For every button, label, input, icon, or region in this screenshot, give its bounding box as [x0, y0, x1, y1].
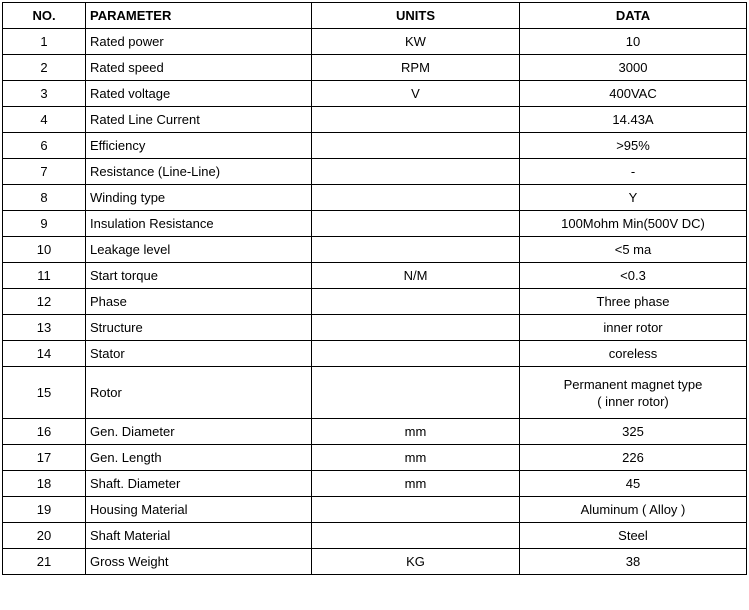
row-units	[312, 523, 520, 549]
row-units	[312, 289, 520, 315]
row-units	[312, 341, 520, 367]
row-units: mm	[312, 445, 520, 471]
row-no: 10	[3, 237, 86, 263]
row-parameter: Gen. Diameter	[86, 419, 312, 445]
row-no: 6	[3, 133, 86, 159]
table-row	[3, 81, 747, 107]
table-row	[3, 55, 747, 81]
table-row	[3, 185, 747, 211]
row-units: KW	[312, 29, 520, 55]
row-no: 9	[3, 211, 86, 237]
table-row	[3, 211, 747, 237]
row-parameter: Winding type	[86, 185, 312, 211]
row-data: coreless	[520, 341, 747, 367]
spec-table	[2, 2, 747, 575]
row-parameter: Rated power	[86, 29, 312, 55]
row-data: 325	[520, 419, 747, 445]
row-no: 2	[3, 55, 86, 81]
row-data: -	[520, 159, 747, 185]
header-no: NO.	[3, 3, 86, 29]
row-no: 15	[3, 367, 86, 419]
row-no: 13	[3, 315, 86, 341]
row-no: 17	[3, 445, 86, 471]
row-parameter: Stator	[86, 341, 312, 367]
row-units	[312, 185, 520, 211]
header-units: UNITS	[312, 3, 520, 29]
row-parameter: Gross Weight	[86, 549, 312, 575]
row-no: 12	[3, 289, 86, 315]
row-units	[312, 133, 520, 159]
row-parameter: Rated Line Current	[86, 107, 312, 133]
table-row	[3, 29, 747, 55]
row-parameter: Leakage level	[86, 237, 312, 263]
row-units: N/M	[312, 263, 520, 289]
table-row	[3, 445, 747, 471]
row-data: Three phase	[520, 289, 747, 315]
row-parameter: Gen. Length	[86, 445, 312, 471]
row-units	[312, 107, 520, 133]
row-no: 8	[3, 185, 86, 211]
table-row	[3, 497, 747, 523]
row-no: 7	[3, 159, 86, 185]
row-no: 19	[3, 497, 86, 523]
row-no: 16	[3, 419, 86, 445]
row-parameter: Start torque	[86, 263, 312, 289]
row-data: 400VAC	[520, 81, 747, 107]
row-parameter: Insulation Resistance	[86, 211, 312, 237]
row-units: KG	[312, 549, 520, 575]
row-parameter: Housing Material	[86, 497, 312, 523]
table-row	[3, 341, 747, 367]
header-row	[3, 3, 747, 29]
row-data: 45	[520, 471, 747, 497]
row-data: Aluminum ( Alloy )	[520, 497, 747, 523]
row-no: 3	[3, 81, 86, 107]
row-data: 38	[520, 549, 747, 575]
row-parameter: Phase	[86, 289, 312, 315]
row-data: >95%	[520, 133, 747, 159]
row-parameter: Rated voltage	[86, 81, 312, 107]
row-data: Steel	[520, 523, 747, 549]
row-units	[312, 367, 520, 419]
row-parameter: Rotor	[86, 367, 312, 419]
table-row	[3, 419, 747, 445]
table-row	[3, 289, 747, 315]
row-units: V	[312, 81, 520, 107]
table-row	[3, 315, 747, 341]
row-data: 226	[520, 445, 747, 471]
row-units	[312, 237, 520, 263]
row-parameter: Resistance (Line-Line)	[86, 159, 312, 185]
row-units: RPM	[312, 55, 520, 81]
table-row	[3, 237, 747, 263]
row-units	[312, 211, 520, 237]
row-units	[312, 159, 520, 185]
row-no: 1	[3, 29, 86, 55]
table-row	[3, 523, 747, 549]
row-parameter: Rated speed	[86, 55, 312, 81]
table-row	[3, 263, 747, 289]
row-units	[312, 315, 520, 341]
row-parameter: Shaft Material	[86, 523, 312, 549]
row-data	[520, 367, 747, 419]
table-row	[3, 159, 747, 185]
row-data-line-1: Permanent magnet type	[563, 376, 703, 392]
row-units: mm	[312, 471, 520, 497]
row-no: 11	[3, 263, 86, 289]
row-units: mm	[312, 419, 520, 445]
row-data: <5 ma	[520, 237, 747, 263]
table-row	[3, 471, 747, 497]
row-data: Y	[520, 185, 747, 211]
header-data: DATA	[520, 3, 747, 29]
row-parameter: Shaft. Diameter	[86, 471, 312, 497]
row-no: 18	[3, 471, 86, 497]
table-row	[3, 367, 747, 419]
row-no: 20	[3, 523, 86, 549]
row-data: 10	[520, 29, 747, 55]
row-data: 3000	[520, 55, 747, 81]
row-data: <0.3	[520, 263, 747, 289]
row-data-line-2: ( inner rotor)	[597, 393, 669, 409]
table-row	[3, 549, 747, 575]
row-parameter: Efficiency	[86, 133, 312, 159]
row-units	[312, 497, 520, 523]
row-no: 21	[3, 549, 86, 575]
row-data: inner rotor	[520, 315, 747, 341]
row-no: 14	[3, 341, 86, 367]
table-row	[3, 107, 747, 133]
row-data: 14.43A	[520, 107, 747, 133]
row-parameter: Structure	[86, 315, 312, 341]
table-row	[3, 133, 747, 159]
row-no: 4	[3, 107, 86, 133]
row-data: 100Mohm Min(500V DC)	[520, 211, 747, 237]
header-parameter: PARAMETER	[86, 3, 312, 29]
